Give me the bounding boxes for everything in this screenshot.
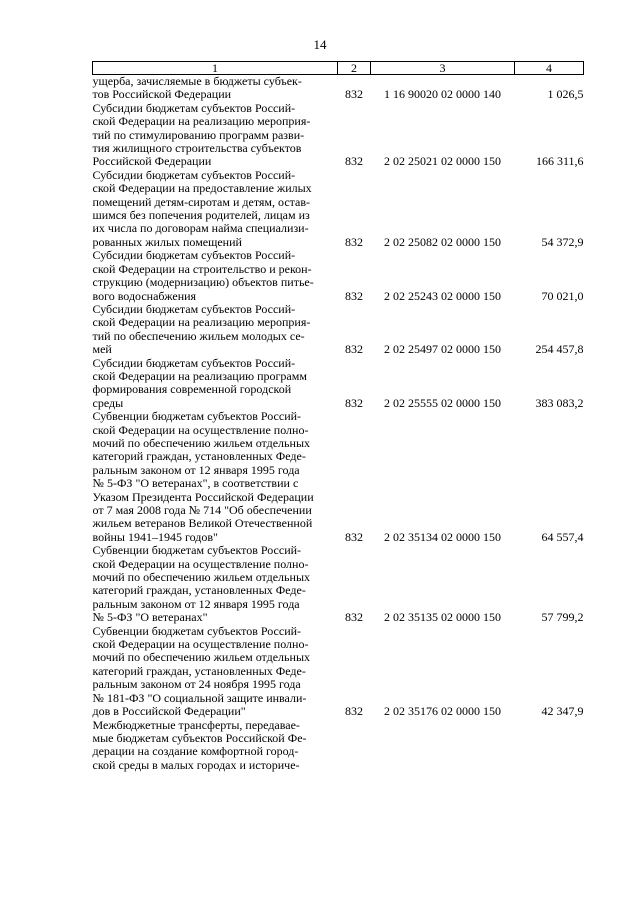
table-row xyxy=(93,75,584,102)
row-admin: 832 xyxy=(345,395,363,410)
row-code: 2 02 35134 02 0000 150 xyxy=(384,529,501,544)
row-admin: 832 xyxy=(345,87,363,102)
row-admin xyxy=(338,719,371,773)
row-name: Межбюджетные трансферты, передавае- мые бюджетам субъектов Российской Фе- дерации на создание комфортной город- ской среды в малых городах и историче- xyxy=(92,717,307,772)
table-row xyxy=(93,410,584,544)
table-header-row xyxy=(93,62,584,75)
row-sum: 383 083,2 xyxy=(535,395,584,410)
table-row xyxy=(93,357,584,411)
row-code: 2 02 25082 02 0000 150 xyxy=(384,234,501,249)
column-header-sum: 4 xyxy=(515,62,584,75)
row-admin: 832 xyxy=(345,704,363,719)
row-sum: 166 311,6 xyxy=(535,154,584,169)
table-row xyxy=(93,169,584,249)
page-number: 14 xyxy=(313,37,327,52)
row-name: ущерба, зачисляемые в бюджеты субъек- тов Российской Федерации xyxy=(92,74,302,102)
row-admin: 832 xyxy=(345,234,363,249)
table-row xyxy=(93,249,584,303)
row-code: 2 02 25021 02 0000 150 xyxy=(384,154,501,169)
row-sum: 70 021,0 xyxy=(541,288,584,303)
row-code: 2 02 25497 02 0000 150 xyxy=(384,342,501,357)
table-row xyxy=(93,102,584,169)
row-name: Субсидии бюджетам субъектов Россий- ской Федерации на реализацию мероприя- тий по обеспечению жильем молодых се- мей xyxy=(92,301,311,357)
row-admin: 832 xyxy=(345,610,363,625)
row-sum xyxy=(515,719,584,773)
table-row xyxy=(93,544,584,624)
table-row xyxy=(93,719,584,773)
row-sum: 64 557,4 xyxy=(541,529,584,544)
row-code: 2 02 25243 02 0000 150 xyxy=(384,288,501,303)
row-admin: 832 xyxy=(345,342,363,357)
income-table xyxy=(92,61,584,772)
row-code: 2 02 25555 02 0000 150 xyxy=(384,395,501,410)
row-sum: 42 347,9 xyxy=(541,704,584,719)
row-code xyxy=(371,719,515,773)
row-name: Субвенции бюджетам субъектов Россий- ской Федерации на осуществление полно- мочий по обеспечению жильем отдельных категорий граждан, установленных Феде- ральным законом от 12 января 1995 года № 5-ФЗ "О ветеранах" xyxy=(92,543,310,625)
row-code: 2 02 35135 02 0000 150 xyxy=(384,610,501,625)
column-header-admin: 2 xyxy=(338,62,371,75)
row-admin: 832 xyxy=(345,529,363,544)
column-header-code: 3 xyxy=(371,62,515,75)
row-name: Субвенции бюджетам субъектов Россий- ской Федерации на осуществление полно- мочий по обеспечению жильем отдельных категорий граждан, установленных Феде- ральным законом от 24 ноября 1995 года № 181-ФЗ "О социальной защите инвали- дов в Российской Федерации" xyxy=(92,623,310,719)
row-code: 1 16 90020 02 0000 140 xyxy=(384,87,501,102)
row-name: Субсидии бюджетам субъектов Россий- ской Федерации на строительство и рекон- струкцию (модернизацию) объектов питье- вого водоснабжения xyxy=(92,248,314,303)
row-name: Субсидии бюджетам субъектов Россий- ской Федерации на реализацию программ формирования современной городской среды xyxy=(92,355,307,410)
table-row xyxy=(93,625,584,719)
row-name: Субсидии бюджетам субъектов Россий- ской Федерации на предоставление жилых помещений детям-сиротам и детям, остав- шимся без попечения родителей, лицам из их числа по договорам найма специализи- рованных жилых помещений xyxy=(92,167,312,249)
row-admin: 832 xyxy=(345,154,363,169)
column-header-name: 1 xyxy=(93,62,338,75)
row-sum: 54 372,9 xyxy=(541,234,584,249)
table-row xyxy=(93,303,584,357)
row-sum: 254 457,8 xyxy=(535,342,584,357)
row-sum: 1 026,5 xyxy=(547,87,584,102)
row-name: Субвенции бюджетам субъектов Россий- ской Федерации на осуществление полно- мочий по обеспечению жильем отдельных категорий граждан, установленных Феде- ральным законом от 12 января 1995 года № 5-ФЗ "О ветеранах", в соответствии с Указом Президента Российской Федерации от 7 мая 2008 года № 714 "Об обеспечении жильем ветеранов Великой Отечественной войны 1941–1945 годов" xyxy=(92,409,314,544)
row-code: 2 02 35176 02 0000 150 xyxy=(384,704,501,719)
row-name: Субсидии бюджетам субъектов Россий- ской Федерации на реализацию мероприя- тий по стимулированию программ разви- тия жилищного строительства субъектов Российской Федерации xyxy=(92,100,311,169)
row-admin: 832 xyxy=(345,288,363,303)
row-sum: 57 799,2 xyxy=(541,610,584,625)
